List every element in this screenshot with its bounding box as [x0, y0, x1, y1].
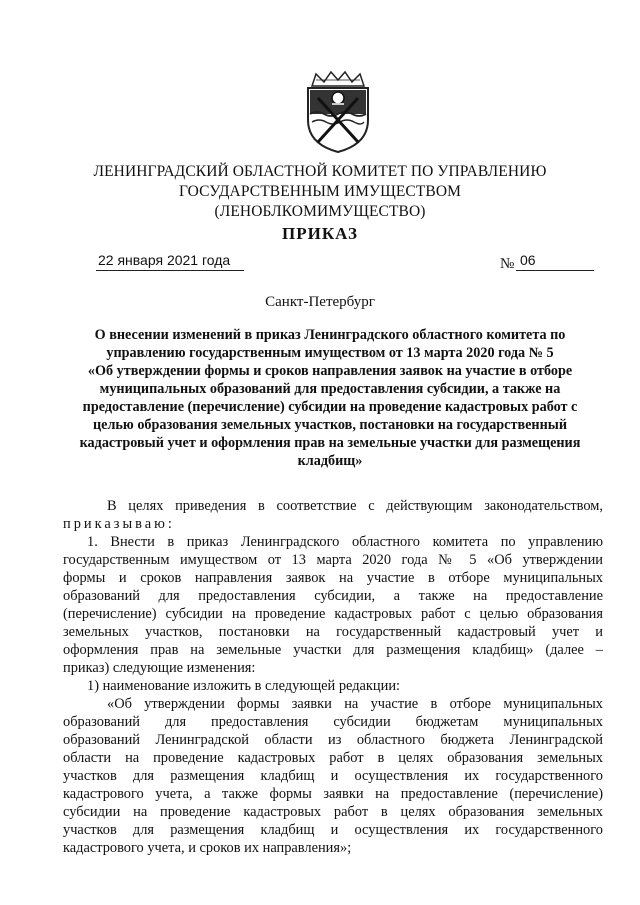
heading-line: «Об утверждении формы и сроков направления заявок на участие в отборе — [87, 363, 573, 379]
order-body — [63, 497, 603, 857]
body-line: кадастрового учета, а также формы заявки на предоставление (перечисление) — [63, 786, 603, 802]
order-number: 06 — [516, 252, 594, 271]
body-line: В целях приведения в соответствие с действующим законодательством, — [107, 498, 603, 514]
body-line-order-word: приказываю: — [63, 516, 175, 532]
number-sign: № — [500, 256, 515, 272]
organization-line-3: (ЛЕНОБЛКОМИМУЩЕСТВО) — [214, 203, 426, 220]
organization-line-2: ГОСУДАРСТВЕННЫМ ИМУЩЕСТВОМ — [178, 183, 462, 200]
order-heading — [60, 326, 600, 470]
body-line: субсидии на проведение кадастровых работ в целях образования земельных — [63, 804, 603, 820]
organization-name — [0, 162, 640, 222]
heading-line: предоставление (перечисление) субсидии на проведение кадастровых работ с — [82, 399, 578, 415]
body-line: (перечисление) субсидии на проведение кадастровых работ с целью образования — [63, 606, 603, 622]
coat-of-arms-emblem — [302, 70, 374, 154]
body-line: области на проведение кадастровых работ в целях образования земельных — [63, 750, 603, 766]
heading-line: кадастровый учет и оформления прав на земельные участки для размещения — [79, 435, 581, 451]
body-line: формы и сроков направления заявок на участие в отборе муниципальных — [63, 570, 603, 586]
heading-line: кладбищ» — [297, 453, 363, 469]
body-line: образований для предоставления субсидии бюджетам муниципальных — [63, 714, 603, 730]
heading-line: муниципальных образований для предоставления субсидии, а также на — [99, 381, 561, 397]
city: Санкт-Петербург — [265, 294, 375, 310]
body-line: образований Ленинградской области из областного бюджета Ленинградской — [63, 732, 603, 748]
body-line: участков для размещения кладбищ и осуществления их государственного — [63, 822, 603, 838]
organization-line-1: ЛЕНИНГРАДСКИЙ ОБЛАСТНОЙ КОМИТЕТ ПО УПРАВЛЕНИЮ — [93, 163, 547, 180]
body-line: 1) наименование изложить в следующей редакции: — [87, 678, 401, 694]
heading-line: О внесении изменений в приказ Ленинградского областного комитета по — [94, 327, 566, 343]
body-line: государственным имуществом от 13 марта 2020 года № 5 «Об утверждении — [63, 552, 603, 568]
heading-line: управлению государственным имуществом от 13 марта 2020 года № 5 — [106, 345, 554, 361]
body-line: кадастрового учета, и сроков их направления»; — [63, 840, 352, 856]
body-line: участков для размещения кладбищ и осуществления их государственного — [63, 768, 603, 784]
order-date: 22 января 2021 года — [96, 252, 244, 271]
body-line: приказ) следующие изменения: — [63, 660, 256, 676]
heading-line: целью образования земельных участков, постановки на государственный — [93, 417, 567, 433]
body-line: образований для предоставления субсидии, а также на предоставление — [63, 588, 603, 604]
body-line: оформления прав на земельные участки для размещения кладбищ» (далее – — [63, 642, 603, 658]
body-line: «Об утверждении формы заявки на участие в отборе муниципальных — [107, 696, 603, 712]
body-line: 1. Внести в приказ Ленинградского областного комитета по управлению — [87, 534, 603, 550]
body-line: земельных участков, постановки на государственный кадастровый учет и — [63, 624, 603, 640]
document-title: ПРИКАЗ — [282, 224, 358, 243]
